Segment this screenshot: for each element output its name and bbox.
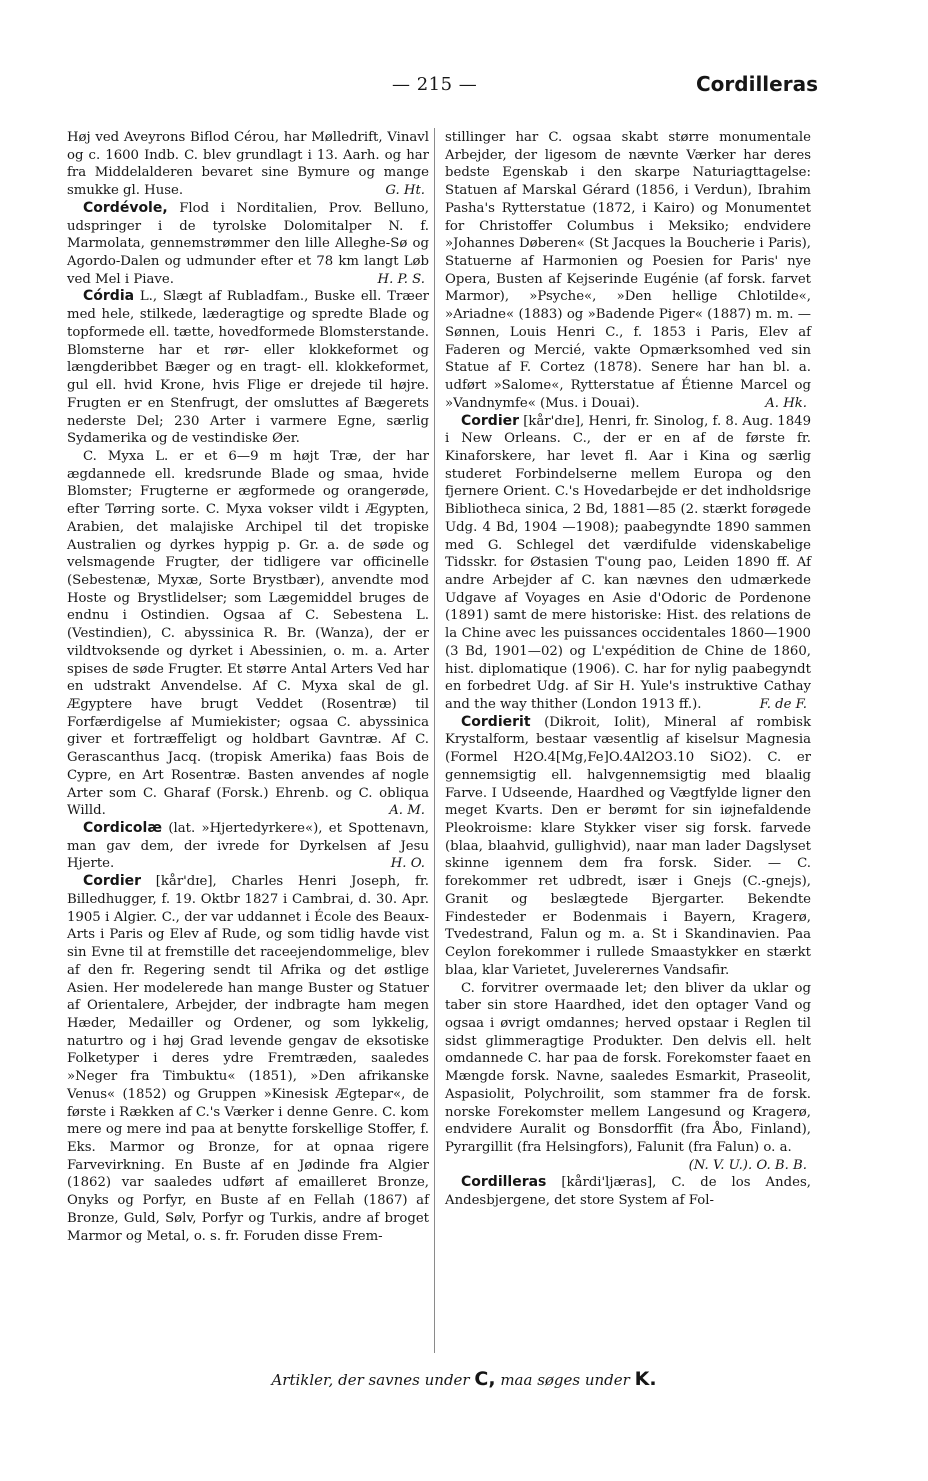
footer-text-1: Artikler, der savnes under bbox=[271, 1371, 475, 1389]
running-head: Cordilleras bbox=[696, 72, 818, 96]
article-entry bbox=[445, 714, 811, 980]
entry-text: [kårdi'ljæras], C. de los Andes, Andesbjergene, det store System af Fol- bbox=[445, 1175, 811, 1209]
author-signature: A. Hk. bbox=[765, 395, 807, 411]
footer-text-2: maa søges under bbox=[495, 1371, 635, 1389]
right-column bbox=[445, 129, 811, 1210]
author-signature: A. M. bbox=[389, 803, 425, 819]
article-paragraph bbox=[445, 129, 811, 413]
article-paragraph bbox=[67, 129, 429, 200]
article-entry bbox=[67, 873, 429, 1245]
footer-letter-c: C, bbox=[474, 1368, 496, 1390]
footer-note bbox=[0, 1368, 928, 1390]
headword: Cordévole, bbox=[83, 199, 168, 216]
footer-letter-k: K. bbox=[634, 1368, 657, 1390]
column-divider bbox=[434, 128, 435, 1353]
author-signature: F. de F. bbox=[759, 697, 807, 712]
article-entry bbox=[445, 1174, 811, 1209]
author-signature: G. Ht. bbox=[385, 183, 425, 199]
author-signature: H. O. bbox=[390, 856, 425, 872]
left-column bbox=[67, 129, 429, 1245]
headword: Cordicolæ bbox=[83, 820, 163, 837]
page-number: — 215 — bbox=[392, 74, 478, 95]
headword: Cordierit bbox=[461, 713, 531, 730]
author-signature: (N. V. U.). O. B. B. bbox=[688, 1157, 807, 1173]
headword: Cordier bbox=[461, 412, 520, 429]
entry-text: [kår'dɪe], Henri, fr. Sinolog, f. 8. Aug. 1849 i New Orleans. C., der er en af de første fr. Kinaforskere, har levet fl. Aar i Kina og særlig studeret Forbindelserne mellem Europa og den fjernere Orient. C.'s Hovedarbejde er det indholdsrige Bibliotheca sinica, 2 Bd, 1881—85 (2. stærkt forøgede Udg. 4 Bd, 1904 —1908); paabegyndte 1890 sammen med G. Schlegel det værdifulde videnskabelige Tidsskr. for Østasien T'oung pao, Leiden 1890 ff. Af andre Arbejder af C. kan nævnes den udmærkede Udgave af Voyages en Asie d'Odoric de Pordenone (1891) samt de mere historiske: Hist. des relations de la Chine avec les puissances occidentales 1860—1900 (3 Bd, 1901—02) og L'expédition de Chine de 1860, hist. diplomatique (1906). C. har for nylig paabegyndt en forbedret Udg. af Sir H. Yule's instruktive Cathay and the way thither (London 1913 ff.). bbox=[445, 413, 811, 712]
entry-text: (lat. »Hjertedyrkere«), et Spottenavn, man gav dem, der ivrede for Dyrkelsen af Jesu Hjerte. bbox=[67, 821, 429, 872]
entry-text: L., Slægt af Rubladfam., Buske ell. Træer med hele, stilkede, læderagtige og spredte Blade og topformede ell. tætte, hovedformede Blomsterstande. Blomsterne har et rør- eller klokkeformet og længderibbet Bæger og en tragt- ell. klokkeformet, gul ell. hvid Krone, hvis Flige er drejede til højre. Frugten er en Stenfrugt, der omsluttes af Bægerets nederste Del; 230 Arter i varmere Egne, særlig Sydamerika og de vestindiske Øer. bbox=[67, 289, 429, 447]
headword: Córdia bbox=[83, 288, 135, 305]
entry-text: [kår'dɪe], Charles Henri Joseph, fr. Billedhugger, f. 19. Oktbr 1827 i Cambrai, d. 30. Apr. 1905 i Algier. C., der var uddannet i École des Beaux-Arts i Paris og Elev af Rude, og som tidlig havde vist sin Evne til at fremstille det raceejendommelige, blev af den fr. Regering sendt til Afrika og det østlige Asien. Her modelerede han mange Buster og Statuer af Orientalere, Arbejder, der indbragte ham megen Hæder, Medailler og Ordener, og som lykkelig, naturtro og i høj Grad levende gengav de eksotiske Folketyper i deres ydre Fremtræden, saaledes »Neger fra Timbuktu« (1851), »Den afrikanske Venus« (1852) og Gruppen »Kinesisk Ægtepar«, de første i Rækken af C.'s Værker i denne Genre. C. kom mere og mere ind paa at benytte forskellige Stoffer, f. Eks. Marmor og Bronze, for at opnaa rigere Farvevirkning. En Buste af en Jødinde fra Algier (1862) var saaledes udført af emailleret Bronze, Onyks og Porfyr, en Buste af en Fellah (1867) af Bronze, Guld, Sølv, Porfyr og Turkis, andre af broget Marmor og Metal, o. s. fr. Foruden disse Frem- bbox=[67, 874, 429, 1244]
article-entry bbox=[67, 820, 429, 873]
entry-text: Flod i Norditalien, Prov. Belluno, udspringer i de tyrolske Dolomitalper N. f. Marmolata, gennemstrømmer den lille Alleghe-Sø og Agordo-Dalen og udmunder efter et 78 km langt Løb ved Mel i Piave. bbox=[67, 200, 429, 287]
page-header bbox=[0, 70, 928, 104]
entry-text: C. Myxa L. er et 6—9 m højt Træ, der har ægdannede ell. kredsrunde Blade og smaa, hvide Blomster; Frugterne er ægformede og orangerøde, efter Tørring sorte. C. Myxa vokser vildt i Ægypten, Arabien, det malajiske Archipel til det tropiske Australien og dyrkes hyppig p. Gr. a. de søde og velsmagende Frugter, der tidligere var officinelle (Sebestenæ, Myxæ, Sorte Brystbær), anvendte mod Hoste og Brystlidelser; som Lægemiddel bruges de endnu i Ostindien. Ogsaa af C. Sebestena L. (Vestindien), C. abyssinica R. Br. (Wanza), der er vildtvoksende og dyrket i Abessinien, o. m. a. Arter spises de søde Frugter. Et større Antal Arters Ved har en udstrakt Anvendelse. Af C. Myxa skal de gl. Ægyptere have brugt Veddet (Rosentræ) til Forfærdigelse af Mumiekister; ogsaa C. abyssinica giver et fortræffeligt og holdbart Gavntræ. Af C. Gerascanthus Jacq. (tropisk Amerika) faas Bois de Cypre, en Art Rosentræ. Basten anvendes af nogle Arter som C. Gharaf (Forsk.) Ehrenb. og C. obliqua Willd. bbox=[67, 448, 429, 819]
entry-text: Høj ved Aveyrons Biflod Cérou, har Mølledrift, Vinavl og c. 1600 Indb. C. blev grundlagt i 13. Aarh. og har fra Middelalderen bevaret sine Bymure og mange smukke gl. Huse. bbox=[67, 130, 429, 199]
entry-text: (Dikroit, Iolit), Mineral af rombisk Krystalform, bestaar væsentlig af kiselsur Magnesia (Formel H2O.4[Mg,Fe]O.4Al2O3.10 SiO2). C. er gennemsigtig ell. halvgennemsigtig med blaalig Farve. I Udseende, Haardhed og Vægtfylde ligner den meget Kvarts. Den er berømt for sin iøjnefaldende Pleokroisme: klare Stykker viser sig forsk. farvede (blaa, blaahvid, gullighvid), naar man lader Dagslyset skinne igennem dem fra forsk. Sider. — C. forekommer ret udbredt, især i Gnejs (C.-gnejs), Granit og beslægtede Bjergarter. Bekendte Findesteder er Bodenmais i Bayern, Kragerø, Tvedestrand, Falun og m. a. St i Skandinavien. Paa Ceylon forekommer i rullede Smaastykker en stærkt blaa, klar Varietet, Juvelerernes Vandsafir. bbox=[445, 714, 811, 978]
author-signature: H. P. S. bbox=[377, 271, 425, 287]
entry-text: stillinger har C. ogsaa skabt større monumentale Arbejder, der ligesom de nævnte Værker har deres bedste Egenskab i den skarpe Naturiagttagelse: Statuen af Marskal Gérard (1856, i Verdun), Ibrahim Pasha's Rytterstatue (1872, i Kairo) og Monumentet for Christoffer Columbus i Meksiko; endvidere »Johannes Døberen« (St Jacques la Boucherie i Paris), Statuerne af Harmonien og Poesien for Paris' nye Opera, Busten af Kejserinde Eugénie (af forsk. farvet Marmor), »Psyche«, »Den hellige Chlotilde«, »Ariadne« (1883) og »Badende Piger« (1887) m. m. — Sønnen, Louis Henri C., f. 1853 i Paris, Elev af Faderen og Mercié, vakte Opmærksomhed ved sin Statue af F. Cortez (1878). Senere har han bl. a. udført »Salome«, Rytterstatue af Étienne Marcel og »Vandnymfe« (Mus. i Douai). bbox=[445, 130, 811, 411]
article-entry bbox=[445, 413, 811, 714]
headword: Cordilleras bbox=[461, 1174, 547, 1191]
article-paragraph bbox=[445, 980, 811, 1175]
article-entry bbox=[67, 200, 429, 289]
entry-text: C. forvitrer overmaade let; den bliver da uklar og taber sin store Haardhed, idet den optager Vand og ogsaa i øvrigt omdannes; herved opstaar i Reglen til sidst glimmeragtige Produkter. Den delvis ell. helt omdannede C. har paa de forsk. Forekomster faaet en Mængde forsk. Navne, saaledes Esmarkit, Praseolit, Aspasiolit, Polychroilit, som stammer fra de forsk. norske Forekomster mellem Langesund og Kragerø, endvidere Auralit og Bonsdorffit (fra Åbo, Finland), Pyrargillit (fra Helsingfors), Falunit (fra Falun) o. a. bbox=[445, 980, 811, 1155]
article-entry bbox=[67, 288, 429, 447]
headword: Cordier bbox=[83, 873, 142, 890]
article-paragraph bbox=[67, 448, 429, 820]
